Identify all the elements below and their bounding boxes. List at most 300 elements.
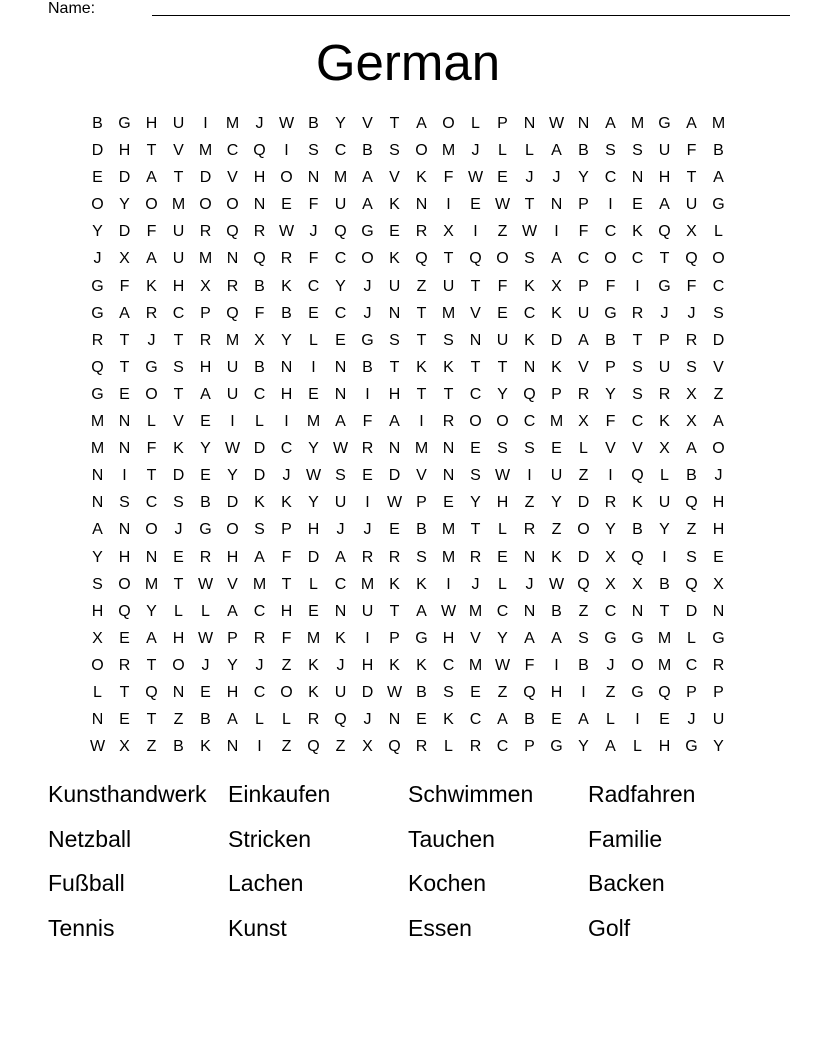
grid-letter[interactable]: L <box>255 711 264 729</box>
grid-letter[interactable]: E <box>551 440 562 458</box>
grid-letter[interactable]: W <box>332 440 349 458</box>
grid-letter[interactable]: G <box>550 738 563 756</box>
grid-letter[interactable]: D <box>388 467 401 485</box>
grid-letter[interactable]: X <box>443 223 454 241</box>
grid-letter[interactable]: N <box>307 169 320 187</box>
grid-letter[interactable]: I <box>554 223 559 241</box>
grid-letter[interactable]: I <box>527 467 532 485</box>
grid-letter[interactable]: J <box>282 467 291 485</box>
grid-letter[interactable]: J <box>201 656 210 674</box>
grid-letter[interactable]: E <box>308 602 319 620</box>
grid-letter[interactable]: A <box>713 413 724 431</box>
grid-letter[interactable]: Z <box>335 738 346 756</box>
grid-letter[interactable]: J <box>471 575 480 593</box>
grid-letter[interactable]: H <box>253 169 266 187</box>
grid-letter[interactable]: B <box>416 683 427 701</box>
grid-letter[interactable]: R <box>469 548 482 566</box>
grid-letter[interactable]: T <box>173 385 184 403</box>
grid-letter[interactable]: C <box>604 169 617 187</box>
grid-letter[interactable]: G <box>685 738 698 756</box>
grid-letter[interactable]: T <box>173 331 184 349</box>
grid-letter[interactable]: C <box>712 277 725 295</box>
grid-letter[interactable]: E <box>173 548 184 566</box>
grid-letter[interactable]: A <box>389 413 400 431</box>
grid-letter[interactable]: B <box>308 115 319 132</box>
grid-letter[interactable]: J <box>255 115 264 132</box>
grid-letter[interactable]: C <box>523 304 536 322</box>
grid-letter[interactable]: S <box>632 142 643 160</box>
grid-letter[interactable]: T <box>389 602 400 620</box>
grid-letter[interactable]: J <box>606 656 615 674</box>
grid-letter[interactable]: Q <box>253 250 266 268</box>
grid-letter[interactable]: E <box>551 711 562 729</box>
grid-letter[interactable]: G <box>199 521 212 539</box>
grid-letter[interactable]: N <box>550 196 563 214</box>
grid-letter[interactable]: S <box>713 304 724 322</box>
grid-letter[interactable]: Q <box>469 250 482 268</box>
grid-letter[interactable]: E <box>119 385 130 403</box>
grid-letter[interactable]: K <box>254 494 265 512</box>
grid-letter[interactable]: K <box>551 548 562 566</box>
grid-letter[interactable]: A <box>416 602 427 620</box>
grid-letter[interactable]: B <box>659 575 670 593</box>
grid-letter[interactable]: L <box>444 738 453 756</box>
grid-letter[interactable]: K <box>146 277 157 295</box>
grid-letter[interactable]: X <box>605 548 616 566</box>
grid-letter[interactable]: N <box>145 548 158 566</box>
grid-letter[interactable]: O <box>604 250 617 268</box>
grid-letter[interactable]: C <box>226 142 239 160</box>
grid-letter[interactable]: Q <box>658 683 671 701</box>
grid-letter[interactable]: V <box>173 142 184 160</box>
grid-letter[interactable]: I <box>284 142 289 160</box>
grid-letter[interactable]: F <box>686 142 697 160</box>
grid-letter[interactable]: H <box>226 548 239 566</box>
grid-letter[interactable]: L <box>606 711 615 729</box>
grid-letter[interactable]: U <box>658 494 671 512</box>
grid-letter[interactable]: C <box>523 413 536 431</box>
grid-letter[interactable]: I <box>473 223 478 241</box>
grid-letter[interactable]: R <box>631 304 644 322</box>
grid-letter[interactable]: G <box>658 115 671 132</box>
grid-letter[interactable]: Q <box>685 494 698 512</box>
grid-letter[interactable]: W <box>197 575 214 593</box>
grid-letter[interactable]: S <box>119 494 130 512</box>
grid-letter[interactable]: T <box>119 358 130 376</box>
grid-letter[interactable]: U <box>496 331 509 349</box>
grid-letter[interactable]: N <box>577 115 590 132</box>
grid-letter[interactable]: T <box>659 250 670 268</box>
grid-letter[interactable]: R <box>712 656 725 674</box>
grid-letter[interactable]: A <box>200 385 211 403</box>
grid-letter[interactable]: K <box>443 711 454 729</box>
grid-letter[interactable]: T <box>389 115 400 132</box>
grid-letter[interactable]: R <box>523 521 536 539</box>
grid-letter[interactable]: Z <box>551 521 562 539</box>
grid-letter[interactable]: G <box>361 331 374 349</box>
grid-letter[interactable]: H <box>118 142 131 160</box>
grid-letter[interactable]: Q <box>226 304 239 322</box>
grid-letter[interactable]: W <box>197 629 214 647</box>
grid-letter[interactable]: U <box>334 494 347 512</box>
grid-letter[interactable]: Q <box>91 358 104 376</box>
grid-letter[interactable]: O <box>361 250 374 268</box>
grid-letter[interactable]: S <box>389 142 400 160</box>
grid-letter[interactable]: N <box>631 602 644 620</box>
grid-letter[interactable]: H <box>361 656 374 674</box>
grid-letter[interactable]: B <box>578 142 589 160</box>
grid-letter[interactable]: R <box>361 548 374 566</box>
grid-letter[interactable]: F <box>578 223 589 241</box>
grid-letter[interactable]: S <box>254 521 265 539</box>
grid-letter[interactable]: K <box>173 440 184 458</box>
grid-letter[interactable]: R <box>361 440 374 458</box>
grid-letter[interactable]: G <box>712 196 725 214</box>
grid-letter[interactable]: M <box>306 413 321 431</box>
grid-letter[interactable]: Z <box>578 602 589 620</box>
grid-letter[interactable]: F <box>119 277 130 295</box>
grid-letter[interactable]: N <box>415 196 428 214</box>
grid-letter[interactable]: R <box>226 277 239 295</box>
grid-letter[interactable]: V <box>713 358 724 376</box>
grid-letter[interactable]: W <box>89 738 106 756</box>
grid-letter[interactable]: Q <box>685 250 698 268</box>
grid-letter[interactable]: B <box>362 358 373 376</box>
grid-letter[interactable]: X <box>119 738 130 756</box>
grid-letter[interactable]: J <box>525 575 534 593</box>
grid-letter[interactable]: N <box>523 115 536 132</box>
grid-letter[interactable]: B <box>632 521 643 539</box>
grid-letter[interactable]: C <box>469 385 482 403</box>
grid-letter[interactable]: L <box>471 115 480 132</box>
grid-letter[interactable]: H <box>658 738 671 756</box>
grid-letter[interactable]: Y <box>578 738 589 756</box>
grid-letter[interactable]: M <box>630 115 645 132</box>
grid-letter[interactable]: B <box>281 304 292 322</box>
grid-letter[interactable]: T <box>443 250 454 268</box>
grid-letter[interactable]: Q <box>307 738 320 756</box>
grid-letter[interactable]: H <box>145 115 158 132</box>
grid-letter[interactable]: Y <box>497 385 508 403</box>
grid-letter[interactable]: U <box>658 142 671 160</box>
grid-letter[interactable]: D <box>199 169 212 187</box>
grid-letter[interactable]: B <box>605 331 616 349</box>
grid-letter[interactable]: K <box>389 656 400 674</box>
grid-letter[interactable]: I <box>608 467 613 485</box>
grid-letter[interactable]: M <box>171 196 186 214</box>
grid-letter[interactable]: O <box>145 385 158 403</box>
grid-letter[interactable]: O <box>442 115 455 132</box>
grid-letter[interactable]: A <box>605 738 616 756</box>
grid-letter[interactable]: L <box>174 602 183 620</box>
grid-letter[interactable]: O <box>712 440 725 458</box>
grid-letter[interactable]: Y <box>92 548 103 566</box>
grid-letter[interactable]: B <box>362 142 373 160</box>
grid-letter[interactable]: K <box>281 277 292 295</box>
grid-letter[interactable]: M <box>441 521 456 539</box>
grid-letter[interactable]: E <box>713 548 724 566</box>
grid-letter[interactable]: J <box>336 521 345 539</box>
grid-letter[interactable]: M <box>711 115 726 132</box>
grid-letter[interactable]: H <box>199 358 212 376</box>
grid-letter[interactable]: T <box>173 575 184 593</box>
grid-letter[interactable]: T <box>443 385 454 403</box>
grid-letter[interactable]: V <box>227 169 238 187</box>
grid-letter[interactable]: L <box>309 331 318 349</box>
grid-letter[interactable]: L <box>309 575 318 593</box>
grid-letter[interactable]: D <box>91 142 104 160</box>
grid-letter[interactable]: S <box>686 358 697 376</box>
grid-letter[interactable]: X <box>686 413 697 431</box>
grid-letter[interactable]: A <box>227 711 238 729</box>
grid-letter[interactable]: B <box>254 358 265 376</box>
grid-letter[interactable]: P <box>389 629 400 647</box>
grid-letter[interactable]: B <box>524 711 535 729</box>
grid-letter[interactable]: F <box>605 413 616 431</box>
grid-letter[interactable]: D <box>361 683 374 701</box>
grid-letter[interactable]: R <box>280 250 293 268</box>
grid-letter[interactable]: E <box>497 304 508 322</box>
grid-letter[interactable]: N <box>118 413 131 431</box>
grid-letter[interactable]: H <box>118 548 131 566</box>
grid-letter[interactable]: C <box>253 602 266 620</box>
grid-letter[interactable]: S <box>497 440 508 458</box>
grid-letter[interactable]: T <box>470 521 481 539</box>
grid-letter[interactable]: F <box>524 656 535 674</box>
grid-letter[interactable]: O <box>496 250 509 268</box>
grid-letter[interactable]: E <box>389 521 400 539</box>
grid-letter[interactable]: M <box>549 413 564 431</box>
grid-letter[interactable]: Z <box>281 738 292 756</box>
grid-letter[interactable]: I <box>419 413 424 431</box>
grid-letter[interactable]: L <box>579 440 588 458</box>
grid-letter[interactable]: S <box>605 142 616 160</box>
grid-letter[interactable]: N <box>91 467 104 485</box>
grid-letter[interactable]: M <box>198 142 213 160</box>
grid-letter[interactable]: Y <box>470 494 481 512</box>
grid-letter[interactable]: G <box>631 629 644 647</box>
grid-letter[interactable]: E <box>362 467 373 485</box>
grid-letter[interactable]: Q <box>253 142 266 160</box>
grid-letter[interactable]: N <box>91 494 104 512</box>
grid-letter[interactable]: R <box>685 331 698 349</box>
grid-letter[interactable]: L <box>714 223 723 241</box>
grid-letter[interactable]: P <box>200 304 211 322</box>
grid-letter[interactable]: M <box>144 575 159 593</box>
grid-letter[interactable]: U <box>334 683 347 701</box>
grid-letter[interactable]: T <box>470 277 481 295</box>
grid-letter[interactable]: E <box>632 196 643 214</box>
grid-letter[interactable]: B <box>686 467 697 485</box>
grid-letter[interactable]: R <box>469 738 482 756</box>
grid-letter[interactable]: Y <box>497 629 508 647</box>
grid-letter[interactable]: Q <box>334 223 347 241</box>
grid-letter[interactable]: M <box>90 440 105 458</box>
grid-letter[interactable]: O <box>91 196 104 214</box>
grid-letter[interactable]: K <box>389 250 400 268</box>
grid-letter[interactable]: A <box>686 115 697 132</box>
grid-letter[interactable]: M <box>225 331 240 349</box>
grid-letter[interactable]: X <box>686 223 697 241</box>
grid-letter[interactable]: L <box>255 413 264 431</box>
grid-letter[interactable]: T <box>173 169 184 187</box>
grid-letter[interactable]: P <box>416 494 427 512</box>
grid-letter[interactable]: R <box>199 331 212 349</box>
grid-letter[interactable]: K <box>416 169 427 187</box>
grid-letter[interactable]: P <box>551 385 562 403</box>
grid-letter[interactable]: R <box>604 494 617 512</box>
grid-letter[interactable]: N <box>388 304 401 322</box>
grid-letter[interactable]: Q <box>118 602 131 620</box>
grid-letter[interactable]: O <box>172 656 185 674</box>
grid-letter[interactable]: I <box>662 548 667 566</box>
grid-letter[interactable]: R <box>253 629 266 647</box>
grid-letter[interactable]: C <box>685 656 698 674</box>
grid-letter[interactable]: G <box>91 385 104 403</box>
grid-letter[interactable]: N <box>118 440 131 458</box>
grid-letter[interactable]: D <box>712 331 725 349</box>
grid-letter[interactable]: K <box>551 304 562 322</box>
grid-letter[interactable]: A <box>362 169 373 187</box>
grid-letter[interactable]: A <box>497 711 508 729</box>
grid-letter[interactable]: N <box>118 521 131 539</box>
grid-letter[interactable]: B <box>200 494 211 512</box>
grid-letter[interactable]: S <box>92 575 103 593</box>
grid-letter[interactable]: A <box>578 711 589 729</box>
grid-letter[interactable]: U <box>172 250 185 268</box>
grid-letter[interactable]: P <box>605 358 616 376</box>
grid-letter[interactable]: R <box>415 738 428 756</box>
grid-letter[interactable]: T <box>281 575 292 593</box>
grid-letter[interactable]: W <box>548 575 565 593</box>
grid-letter[interactable]: J <box>363 711 372 729</box>
grid-letter[interactable]: I <box>446 575 451 593</box>
grid-letter[interactable]: Z <box>605 683 616 701</box>
grid-letter[interactable]: A <box>146 169 157 187</box>
grid-letter[interactable]: O <box>118 575 131 593</box>
grid-letter[interactable]: R <box>91 331 104 349</box>
grid-letter[interactable]: E <box>119 629 130 647</box>
grid-letter[interactable]: G <box>604 629 617 647</box>
grid-letter[interactable]: L <box>498 575 507 593</box>
grid-letter[interactable]: M <box>441 304 456 322</box>
grid-letter[interactable]: S <box>443 683 454 701</box>
grid-letter[interactable]: T <box>146 656 157 674</box>
grid-letter[interactable]: U <box>442 277 455 295</box>
grid-letter[interactable]: H <box>280 385 293 403</box>
grid-letter[interactable]: Z <box>524 494 535 512</box>
grid-letter[interactable]: Y <box>200 440 211 458</box>
grid-letter[interactable]: S <box>632 358 643 376</box>
grid-letter[interactable]: P <box>686 683 697 701</box>
grid-letter[interactable]: P <box>497 115 508 132</box>
grid-letter[interactable]: L <box>633 738 642 756</box>
grid-letter[interactable]: S <box>524 250 535 268</box>
grid-letter[interactable]: E <box>443 494 454 512</box>
name-field[interactable] <box>48 0 748 20</box>
grid-letter[interactable]: I <box>581 683 586 701</box>
grid-letter[interactable]: F <box>686 277 697 295</box>
grid-letter[interactable]: J <box>363 304 372 322</box>
grid-letter[interactable]: R <box>253 223 266 241</box>
grid-letter[interactable]: T <box>686 169 697 187</box>
grid-letter[interactable]: Q <box>658 223 671 241</box>
grid-letter[interactable]: K <box>281 494 292 512</box>
grid-letter[interactable]: P <box>659 331 670 349</box>
grid-letter[interactable]: X <box>632 575 643 593</box>
grid-letter[interactable]: H <box>226 683 239 701</box>
grid-letter[interactable]: B <box>173 738 184 756</box>
grid-letter[interactable]: R <box>388 548 401 566</box>
grid-letter[interactable]: R <box>442 413 455 431</box>
grid-letter[interactable]: N <box>523 358 536 376</box>
grid-letter[interactable]: O <box>91 656 104 674</box>
grid-letter[interactable]: A <box>578 331 589 349</box>
grid-letter[interactable]: D <box>550 331 563 349</box>
grid-letter[interactable]: Z <box>146 738 157 756</box>
grid-letter[interactable]: A <box>227 602 238 620</box>
grid-letter[interactable]: Q <box>388 738 401 756</box>
grid-letter[interactable]: W <box>224 440 241 458</box>
grid-letter[interactable]: Y <box>605 385 616 403</box>
grid-letter[interactable]: X <box>659 440 670 458</box>
grid-letter[interactable]: V <box>470 629 481 647</box>
grid-letter[interactable]: B <box>416 521 427 539</box>
grid-letter[interactable]: Y <box>308 494 319 512</box>
grid-letter[interactable]: L <box>498 521 507 539</box>
grid-letter[interactable]: O <box>469 413 482 431</box>
grid-letter[interactable]: C <box>604 602 617 620</box>
grid-letter[interactable]: M <box>360 575 375 593</box>
grid-letter[interactable]: E <box>200 683 211 701</box>
grid-letter[interactable]: J <box>93 250 102 268</box>
grid-letter[interactable]: N <box>523 602 536 620</box>
grid-letter[interactable]: G <box>631 683 644 701</box>
grid-letter[interactable]: E <box>200 467 211 485</box>
grid-letter[interactable]: U <box>388 277 401 295</box>
grid-letter[interactable]: Y <box>92 223 103 241</box>
grid-letter[interactable]: H <box>496 494 509 512</box>
grid-letter[interactable]: N <box>442 440 455 458</box>
grid-letter[interactable]: A <box>146 250 157 268</box>
grid-letter[interactable]: S <box>173 358 184 376</box>
grid-letter[interactable]: X <box>92 629 103 647</box>
grid-letter[interactable]: J <box>147 331 156 349</box>
grid-letter[interactable]: I <box>203 115 208 132</box>
grid-letter[interactable]: C <box>307 277 320 295</box>
grid-letter[interactable]: E <box>92 169 103 187</box>
grid-letter[interactable]: D <box>118 169 131 187</box>
grid-letter[interactable]: J <box>471 142 480 160</box>
grid-letter[interactable]: M <box>306 629 321 647</box>
grid-letter[interactable]: Q <box>577 575 590 593</box>
grid-letter[interactable]: I <box>608 196 613 214</box>
grid-letter[interactable]: H <box>442 629 455 647</box>
grid-letter[interactable]: E <box>497 548 508 566</box>
grid-letter[interactable]: X <box>362 738 373 756</box>
grid-letter[interactable]: P <box>524 738 535 756</box>
grid-letter[interactable]: C <box>253 683 266 701</box>
grid-letter[interactable]: N <box>631 169 644 187</box>
grid-letter[interactable]: E <box>416 711 427 729</box>
grid-letter[interactable]: S <box>524 440 535 458</box>
grid-letter[interactable]: C <box>631 250 644 268</box>
grid-letter[interactable]: N <box>388 440 401 458</box>
grid-letter[interactable]: G <box>118 115 131 132</box>
grid-letter[interactable]: L <box>147 413 156 431</box>
grid-letter[interactable]: N <box>334 602 347 620</box>
grid-letter[interactable]: Y <box>227 467 238 485</box>
